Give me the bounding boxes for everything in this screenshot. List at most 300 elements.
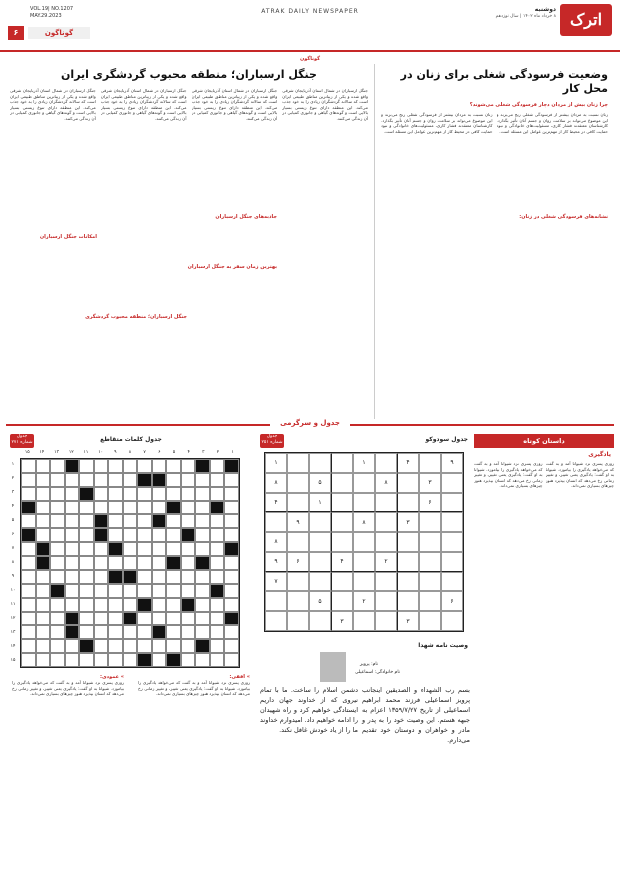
crossword-cell[interactable]: [137, 584, 152, 598]
crossword-cell[interactable]: [224, 570, 239, 584]
sudoku-cell[interactable]: ۹: [265, 552, 287, 572]
sudoku-cell[interactable]: [287, 532, 309, 552]
sudoku-cell[interactable]: [419, 611, 441, 631]
crossword-cell[interactable]: [94, 598, 109, 612]
crossword-cell[interactable]: [21, 528, 36, 542]
crossword-cell[interactable]: [210, 625, 225, 639]
sudoku-cell[interactable]: ۶: [419, 493, 441, 513]
crossword-cell[interactable]: [94, 528, 109, 542]
sudoku-grid[interactable]: [264, 452, 464, 632]
crossword-cell[interactable]: [36, 556, 51, 570]
sudoku-cell[interactable]: ۴: [397, 453, 419, 473]
crossword-cell[interactable]: [79, 653, 94, 667]
crossword-cell[interactable]: [108, 487, 123, 501]
crossword-cell[interactable]: [137, 542, 152, 556]
sudoku-cell[interactable]: ۷: [265, 572, 287, 592]
crossword-cell[interactable]: [21, 584, 36, 598]
crossword-cell[interactable]: [108, 570, 123, 584]
crossword-cell[interactable]: [224, 528, 239, 542]
sudoku-cell[interactable]: [287, 572, 309, 592]
sudoku-cell[interactable]: [419, 453, 441, 473]
crossword-cell[interactable]: [36, 612, 51, 626]
crossword-cell[interactable]: [224, 612, 239, 626]
crossword-cell[interactable]: [166, 501, 181, 515]
sudoku-cell[interactable]: ۶: [441, 591, 463, 611]
sudoku-cell[interactable]: [353, 532, 375, 552]
crossword-cell[interactable]: [79, 556, 94, 570]
crossword-cell[interactable]: [79, 639, 94, 653]
crossword-cell[interactable]: [50, 459, 65, 473]
crossword-cell[interactable]: [50, 556, 65, 570]
crossword-cell[interactable]: [166, 528, 181, 542]
crossword-cell[interactable]: [50, 612, 65, 626]
crossword-cell[interactable]: [181, 612, 196, 626]
crossword-cell[interactable]: [50, 487, 65, 501]
sudoku-cell[interactable]: ۸: [265, 473, 287, 493]
crossword-cell[interactable]: [195, 459, 210, 473]
crossword-cell[interactable]: [50, 584, 65, 598]
crossword-cell[interactable]: [137, 501, 152, 515]
sudoku-cell[interactable]: ۳: [397, 611, 419, 631]
sudoku-cell[interactable]: [287, 473, 309, 493]
crossword-cell[interactable]: [21, 487, 36, 501]
sudoku-cell[interactable]: [331, 473, 353, 493]
sudoku-cell[interactable]: [331, 532, 353, 552]
crossword-cell[interactable]: [21, 598, 36, 612]
sudoku-cell[interactable]: [309, 532, 331, 552]
crossword-cell[interactable]: [65, 501, 80, 515]
crossword-cell[interactable]: [152, 514, 167, 528]
crossword-cell[interactable]: [65, 653, 80, 667]
crossword-cell[interactable]: [65, 528, 80, 542]
sudoku-cell[interactable]: [353, 473, 375, 493]
crossword-cell[interactable]: [108, 473, 123, 487]
crossword-cell[interactable]: [21, 570, 36, 584]
crossword-cell[interactable]: [79, 570, 94, 584]
crossword-cell[interactable]: [195, 556, 210, 570]
crossword-cell[interactable]: [123, 639, 138, 653]
crossword-cell[interactable]: [108, 514, 123, 528]
crossword-cell[interactable]: [65, 542, 80, 556]
crossword-cell[interactable]: [21, 501, 36, 515]
crossword-cell[interactable]: [123, 625, 138, 639]
crossword-cell[interactable]: [94, 584, 109, 598]
sudoku-cell[interactable]: ۲: [375, 552, 397, 572]
crossword-cell[interactable]: [152, 528, 167, 542]
sudoku-cell[interactable]: [375, 572, 397, 592]
crossword-cell[interactable]: [94, 556, 109, 570]
crossword-cell[interactable]: [166, 653, 181, 667]
crossword-cell[interactable]: [181, 528, 196, 542]
crossword-cell[interactable]: [50, 501, 65, 515]
crossword-cell[interactable]: [181, 653, 196, 667]
crossword-cell[interactable]: [224, 584, 239, 598]
crossword-cell[interactable]: [224, 598, 239, 612]
crossword-cell[interactable]: [210, 514, 225, 528]
sudoku-cell[interactable]: [309, 552, 331, 572]
crossword-cell[interactable]: [79, 473, 94, 487]
sudoku-cell[interactable]: [265, 611, 287, 631]
crossword-cell[interactable]: [181, 625, 196, 639]
sudoku-cell[interactable]: ۸: [265, 532, 287, 552]
sudoku-cell[interactable]: [309, 572, 331, 592]
crossword-cell[interactable]: [137, 598, 152, 612]
crossword-cell[interactable]: [36, 570, 51, 584]
crossword-cell[interactable]: [36, 459, 51, 473]
crossword-cell[interactable]: [65, 625, 80, 639]
sudoku-cell[interactable]: [331, 591, 353, 611]
crossword-cell[interactable]: [166, 459, 181, 473]
crossword-cell[interactable]: [50, 514, 65, 528]
crossword-cell[interactable]: [94, 473, 109, 487]
sudoku-cell[interactable]: ۸: [375, 473, 397, 493]
crossword-cell[interactable]: [79, 528, 94, 542]
crossword-cell[interactable]: [224, 625, 239, 639]
crossword-cell[interactable]: [79, 584, 94, 598]
crossword-cell[interactable]: [137, 612, 152, 626]
sudoku-cell[interactable]: [375, 493, 397, 513]
sudoku-cell[interactable]: [441, 532, 463, 552]
crossword-cell[interactable]: [224, 501, 239, 515]
crossword-cell[interactable]: [65, 556, 80, 570]
sudoku-cell[interactable]: ۱: [265, 453, 287, 473]
sudoku-cell[interactable]: [375, 512, 397, 532]
crossword-cell[interactable]: [94, 570, 109, 584]
crossword-cell[interactable]: [210, 487, 225, 501]
crossword-cell[interactable]: [166, 584, 181, 598]
sudoku-cell[interactable]: [287, 493, 309, 513]
crossword-cell[interactable]: [21, 473, 36, 487]
crossword-cell[interactable]: [21, 514, 36, 528]
crossword-cell[interactable]: [181, 639, 196, 653]
crossword-cell[interactable]: [152, 556, 167, 570]
crossword-cell[interactable]: [181, 556, 196, 570]
sudoku-cell[interactable]: [353, 493, 375, 513]
crossword-cell[interactable]: [210, 473, 225, 487]
crossword-cell[interactable]: [152, 542, 167, 556]
crossword-cell[interactable]: [195, 542, 210, 556]
crossword-cell[interactable]: [65, 473, 80, 487]
crossword-cell[interactable]: [166, 542, 181, 556]
sudoku-cell[interactable]: [287, 591, 309, 611]
crossword-cell[interactable]: [137, 528, 152, 542]
sudoku-cell[interactable]: ۵: [309, 473, 331, 493]
sudoku-cell[interactable]: ۳: [397, 512, 419, 532]
crossword-cell[interactable]: [195, 473, 210, 487]
crossword-cell[interactable]: [195, 639, 210, 653]
crossword-cell[interactable]: [36, 487, 51, 501]
crossword-cell[interactable]: [65, 584, 80, 598]
crossword-cell[interactable]: [152, 598, 167, 612]
crossword-cell[interactable]: [36, 501, 51, 515]
crossword-cell[interactable]: [50, 528, 65, 542]
crossword-cell[interactable]: [36, 473, 51, 487]
crossword-cell[interactable]: [152, 570, 167, 584]
crossword-cell[interactable]: [123, 473, 138, 487]
sudoku-cell[interactable]: [375, 532, 397, 552]
crossword-cell[interactable]: [94, 625, 109, 639]
sudoku-cell[interactable]: ۴: [265, 493, 287, 513]
crossword-cell[interactable]: [50, 625, 65, 639]
crossword-cell[interactable]: [123, 653, 138, 667]
crossword-cell[interactable]: [36, 584, 51, 598]
sudoku-cell[interactable]: [441, 552, 463, 572]
crossword-cell[interactable]: [79, 542, 94, 556]
crossword-cell[interactable]: [152, 487, 167, 501]
crossword-cell[interactable]: [137, 459, 152, 473]
crossword-cell[interactable]: [79, 598, 94, 612]
crossword-cell[interactable]: [94, 514, 109, 528]
crossword-cell[interactable]: [94, 501, 109, 515]
crossword-cell[interactable]: [224, 473, 239, 487]
sudoku-cell[interactable]: [397, 591, 419, 611]
crossword-cell[interactable]: [79, 487, 94, 501]
sudoku-cell[interactable]: ۲: [353, 591, 375, 611]
crossword-cell[interactable]: [137, 653, 152, 667]
sudoku-cell[interactable]: ۸: [353, 512, 375, 532]
crossword-cell[interactable]: [152, 653, 167, 667]
crossword-cell[interactable]: [79, 625, 94, 639]
crossword-cell[interactable]: [137, 570, 152, 584]
sudoku-cell[interactable]: ۱: [309, 493, 331, 513]
sudoku-cell[interactable]: [309, 453, 331, 473]
crossword-cell[interactable]: [181, 570, 196, 584]
crossword-cell[interactable]: [166, 514, 181, 528]
crossword-cell[interactable]: [210, 653, 225, 667]
crossword-cell[interactable]: [224, 487, 239, 501]
crossword-cell[interactable]: [123, 528, 138, 542]
sudoku-cell[interactable]: [441, 512, 463, 532]
crossword-cell[interactable]: [152, 459, 167, 473]
crossword-cell[interactable]: [137, 514, 152, 528]
crossword-cell[interactable]: [50, 542, 65, 556]
crossword-cell[interactable]: [94, 653, 109, 667]
crossword-cell[interactable]: [210, 584, 225, 598]
sudoku-cell[interactable]: [287, 611, 309, 631]
sudoku-cell[interactable]: [265, 512, 287, 532]
crossword-cell[interactable]: [152, 625, 167, 639]
sudoku-cell[interactable]: [265, 591, 287, 611]
crossword-cell[interactable]: [181, 598, 196, 612]
crossword-cell[interactable]: [166, 598, 181, 612]
crossword-cell[interactable]: [123, 570, 138, 584]
crossword-cell[interactable]: [108, 653, 123, 667]
crossword-cell[interactable]: [195, 653, 210, 667]
crossword-cell[interactable]: [94, 542, 109, 556]
crossword-cell[interactable]: [195, 487, 210, 501]
crossword-cell[interactable]: [210, 528, 225, 542]
crossword-cell[interactable]: [21, 542, 36, 556]
crossword-cell[interactable]: [36, 542, 51, 556]
crossword-cell[interactable]: [36, 625, 51, 639]
sudoku-cell[interactable]: [419, 572, 441, 592]
crossword-cell[interactable]: [108, 584, 123, 598]
crossword-cell[interactable]: [137, 473, 152, 487]
sudoku-cell[interactable]: [419, 552, 441, 572]
crossword-cell[interactable]: [50, 639, 65, 653]
crossword-cell[interactable]: [50, 598, 65, 612]
crossword-cell[interactable]: [210, 598, 225, 612]
crossword-cell[interactable]: [21, 556, 36, 570]
crossword-cell[interactable]: [94, 639, 109, 653]
crossword-cell[interactable]: [152, 473, 167, 487]
crossword-cell[interactable]: [152, 612, 167, 626]
crossword-cell[interactable]: [21, 612, 36, 626]
sudoku-cell[interactable]: [375, 453, 397, 473]
crossword-cell[interactable]: [65, 598, 80, 612]
crossword-cell[interactable]: [50, 473, 65, 487]
crossword-cell[interactable]: [210, 556, 225, 570]
sudoku-cell[interactable]: [331, 512, 353, 532]
sudoku-cell[interactable]: [397, 532, 419, 552]
sudoku-cell[interactable]: ۴: [331, 552, 353, 572]
sudoku-cell[interactable]: [353, 611, 375, 631]
sudoku-cell[interactable]: ۱: [353, 453, 375, 473]
sudoku-cell[interactable]: [441, 572, 463, 592]
crossword-cell[interactable]: [36, 639, 51, 653]
crossword-cell[interactable]: [123, 598, 138, 612]
crossword-cell[interactable]: [137, 556, 152, 570]
crossword-cell[interactable]: [181, 584, 196, 598]
crossword-cell[interactable]: [195, 584, 210, 598]
crossword-cell[interactable]: [108, 528, 123, 542]
crossword-cell[interactable]: [65, 612, 80, 626]
crossword-cell[interactable]: [79, 514, 94, 528]
crossword-cell[interactable]: [108, 542, 123, 556]
crossword-cell[interactable]: [210, 459, 225, 473]
crossword-cell[interactable]: [166, 487, 181, 501]
sudoku-cell[interactable]: [419, 591, 441, 611]
crossword-cell[interactable]: [195, 570, 210, 584]
crossword-cell[interactable]: [65, 639, 80, 653]
crossword-cell[interactable]: [195, 501, 210, 515]
crossword-cell[interactable]: [50, 570, 65, 584]
sudoku-cell[interactable]: [397, 493, 419, 513]
crossword-cell[interactable]: [65, 459, 80, 473]
crossword-cell[interactable]: [152, 501, 167, 515]
crossword-cell[interactable]: [166, 612, 181, 626]
sudoku-cell[interactable]: [397, 552, 419, 572]
crossword-cell[interactable]: [94, 459, 109, 473]
crossword-cell[interactable]: [224, 542, 239, 556]
crossword-cell[interactable]: [152, 584, 167, 598]
crossword-cell[interactable]: [36, 598, 51, 612]
sudoku-cell[interactable]: ۹: [287, 512, 309, 532]
crossword-cell[interactable]: [36, 653, 51, 667]
sudoku-cell[interactable]: [331, 572, 353, 592]
crossword-cell[interactable]: [94, 612, 109, 626]
crossword-cell[interactable]: [210, 501, 225, 515]
sudoku-cell[interactable]: ۳: [419, 473, 441, 493]
sudoku-cell[interactable]: [331, 453, 353, 473]
crossword-cell[interactable]: [108, 459, 123, 473]
sudoku-cell[interactable]: [353, 572, 375, 592]
sudoku-cell[interactable]: [287, 453, 309, 473]
sudoku-cell[interactable]: [397, 572, 419, 592]
crossword-cell[interactable]: [108, 501, 123, 515]
crossword-cell[interactable]: [21, 459, 36, 473]
sudoku-cell[interactable]: [419, 512, 441, 532]
crossword-cell[interactable]: [79, 501, 94, 515]
sudoku-cell[interactable]: [353, 552, 375, 572]
crossword-cell[interactable]: [123, 501, 138, 515]
crossword-cell[interactable]: [79, 459, 94, 473]
crossword-cell[interactable]: [166, 625, 181, 639]
crossword-cell[interactable]: [21, 639, 36, 653]
crossword-cell[interactable]: [123, 612, 138, 626]
crossword-cell[interactable]: [181, 514, 196, 528]
crossword-cell[interactable]: [65, 570, 80, 584]
crossword-cell[interactable]: [137, 487, 152, 501]
crossword-cell[interactable]: [137, 625, 152, 639]
crossword-cell[interactable]: [195, 612, 210, 626]
crossword-cell[interactable]: [137, 639, 152, 653]
crossword-cell[interactable]: [108, 612, 123, 626]
crossword-cell[interactable]: [195, 625, 210, 639]
sudoku-cell[interactable]: [309, 611, 331, 631]
crossword-cell[interactable]: [123, 459, 138, 473]
sudoku-cell[interactable]: ۹: [441, 453, 463, 473]
crossword-cell[interactable]: [210, 542, 225, 556]
crossword-cell[interactable]: [94, 487, 109, 501]
crossword-cell[interactable]: [36, 514, 51, 528]
crossword-cell[interactable]: [181, 473, 196, 487]
crossword-cell[interactable]: [123, 556, 138, 570]
crossword-cell[interactable]: [65, 487, 80, 501]
crossword-cell[interactable]: [21, 653, 36, 667]
crossword-cell[interactable]: [224, 653, 239, 667]
sudoku-cell[interactable]: [441, 493, 463, 513]
crossword-grid[interactable]: [20, 458, 240, 668]
crossword-cell[interactable]: [21, 625, 36, 639]
sudoku-cell[interactable]: [375, 591, 397, 611]
sudoku-cell[interactable]: [309, 512, 331, 532]
crossword-cell[interactable]: [210, 612, 225, 626]
crossword-cell[interactable]: [152, 639, 167, 653]
crossword-cell[interactable]: [181, 459, 196, 473]
crossword-cell[interactable]: [166, 639, 181, 653]
crossword-cell[interactable]: [123, 584, 138, 598]
sudoku-cell[interactable]: [441, 473, 463, 493]
crossword-cell[interactable]: [210, 639, 225, 653]
crossword-cell[interactable]: [195, 598, 210, 612]
crossword-cell[interactable]: [181, 542, 196, 556]
sudoku-cell[interactable]: ۳: [331, 611, 353, 631]
crossword-cell[interactable]: [108, 625, 123, 639]
sudoku-cell[interactable]: [419, 532, 441, 552]
sudoku-cell[interactable]: [375, 611, 397, 631]
crossword-cell[interactable]: [108, 598, 123, 612]
crossword-cell[interactable]: [166, 556, 181, 570]
crossword-cell[interactable]: [195, 514, 210, 528]
crossword-cell[interactable]: [50, 653, 65, 667]
crossword-cell[interactable]: [224, 514, 239, 528]
crossword-cell[interactable]: [195, 528, 210, 542]
crossword-cell[interactable]: [65, 514, 80, 528]
crossword-cell[interactable]: [224, 639, 239, 653]
crossword-cell[interactable]: [181, 501, 196, 515]
crossword-cell[interactable]: [108, 556, 123, 570]
crossword-cell[interactable]: [224, 556, 239, 570]
sudoku-cell[interactable]: [441, 611, 463, 631]
crossword-cell[interactable]: [79, 612, 94, 626]
crossword-cell[interactable]: [181, 487, 196, 501]
crossword-cell[interactable]: [166, 473, 181, 487]
crossword-cell[interactable]: [123, 514, 138, 528]
crossword-cell[interactable]: [224, 459, 239, 473]
crossword-cell[interactable]: [108, 639, 123, 653]
sudoku-cell[interactable]: [397, 473, 419, 493]
